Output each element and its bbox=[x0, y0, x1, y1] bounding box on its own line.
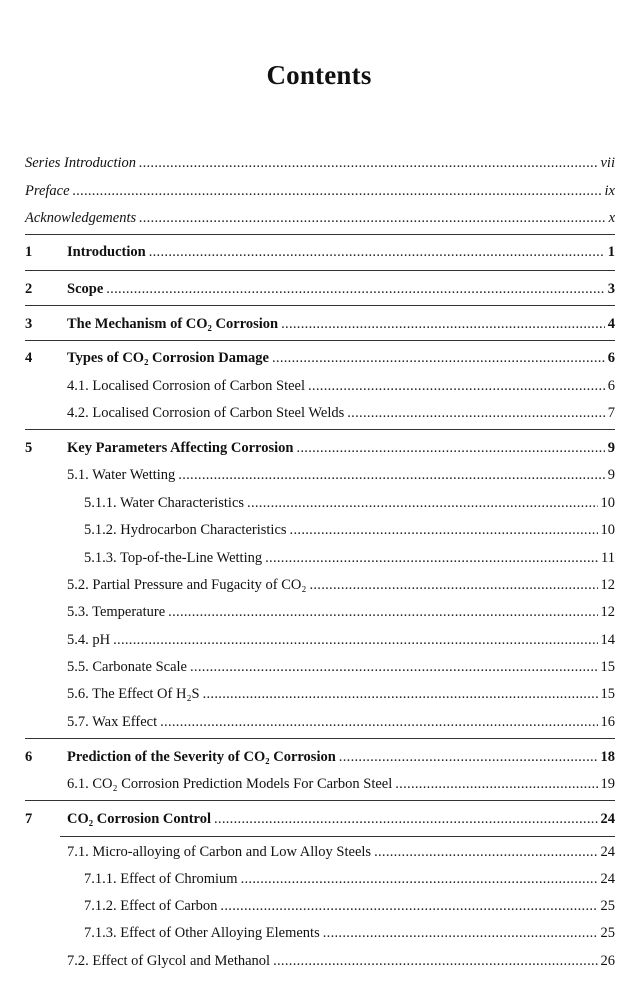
entry-page: 12 bbox=[600, 577, 615, 593]
toc-chapter bbox=[25, 278, 615, 300]
entry-page: 10 bbox=[600, 495, 615, 511]
entry-label: 5.7. Wax Effect bbox=[67, 714, 158, 730]
entry-page: 4 bbox=[607, 316, 615, 332]
entry-label: 5.2. Partial Pressure and Fugacity of CO₂ bbox=[67, 577, 307, 593]
entry-label: 5.1.3. Top-of-the-Line Wetting bbox=[84, 550, 263, 566]
entry-page: 7 bbox=[607, 405, 615, 421]
dot-leader bbox=[323, 922, 598, 944]
divider bbox=[25, 305, 615, 306]
entry-label: 5.6. The Effect Of H₂S bbox=[67, 686, 200, 702]
entry-label: 5.3. Temperature bbox=[67, 604, 166, 620]
entry-page: 9 bbox=[607, 467, 615, 483]
entry-page: ix bbox=[604, 183, 615, 199]
entry-label: 5.4. pH bbox=[67, 632, 111, 648]
dot-leader bbox=[149, 241, 605, 263]
divider bbox=[25, 340, 615, 341]
entry-label: Scope bbox=[67, 281, 104, 297]
chapter-number: 3 bbox=[25, 316, 33, 332]
toc-section bbox=[67, 656, 615, 678]
dot-leader bbox=[241, 868, 598, 890]
entry-page: 6 bbox=[607, 350, 615, 366]
entry-label: 7.1.1. Effect of Chromium bbox=[84, 871, 238, 887]
entry-page: 9 bbox=[607, 440, 615, 456]
toc-subsection bbox=[84, 895, 615, 917]
entry-label: Preface bbox=[25, 183, 70, 199]
entry-label: The Mechanism of CO₂ Corrosion bbox=[67, 316, 279, 332]
dot-leader bbox=[374, 841, 597, 863]
entry-label: 5.5. Carbonate Scale bbox=[67, 659, 187, 675]
entry-page: 3 bbox=[607, 281, 615, 297]
dot-leader bbox=[139, 207, 605, 229]
toc-section bbox=[67, 950, 615, 972]
entry-page: 6 bbox=[607, 378, 615, 394]
dot-leader bbox=[273, 950, 597, 972]
entry-page: 24 bbox=[600, 811, 615, 827]
chapter-number: 7 bbox=[25, 811, 33, 827]
entry-page: 25 bbox=[600, 898, 615, 914]
divider bbox=[25, 234, 615, 235]
dot-leader bbox=[214, 808, 598, 830]
dot-leader bbox=[309, 574, 597, 596]
entry-label: 7.1.2. Effect of Carbon bbox=[84, 898, 218, 914]
toc-entry-front bbox=[25, 152, 615, 174]
dot-leader bbox=[347, 402, 605, 424]
toc-entry-front bbox=[25, 207, 615, 229]
toc-subsection bbox=[84, 492, 615, 514]
page-title: Contents bbox=[266, 60, 372, 90]
chapter-number: 2 bbox=[25, 281, 33, 297]
dot-leader bbox=[290, 519, 598, 541]
entry-label: 5.1. Water Wetting bbox=[67, 467, 176, 483]
toc-subsection bbox=[84, 519, 615, 541]
toc-section bbox=[67, 711, 615, 733]
entry-page: x bbox=[608, 210, 615, 226]
entry-page: 26 bbox=[600, 953, 615, 969]
divider bbox=[60, 836, 615, 837]
entry-label: Acknowledgements bbox=[25, 210, 137, 226]
toc-section bbox=[67, 402, 615, 424]
divider bbox=[25, 429, 615, 430]
chapter-number: 5 bbox=[25, 440, 33, 456]
chapter-number: 4 bbox=[25, 350, 33, 366]
entry-label: Introduction bbox=[67, 244, 146, 260]
toc-section bbox=[67, 629, 615, 651]
entry-page: 24 bbox=[600, 871, 615, 887]
toc-entry-front bbox=[25, 180, 615, 202]
entry-label: Types of CO₂ Corrosion Damage bbox=[67, 350, 269, 366]
toc-chapter bbox=[25, 808, 615, 830]
entry-label: 5.1.2. Hydrocarbon Characteristics bbox=[84, 522, 287, 538]
divider bbox=[25, 738, 615, 739]
entry-page: 11 bbox=[601, 550, 615, 566]
entry-page: 15 bbox=[600, 686, 615, 702]
entry-label: Series Introduction bbox=[25, 155, 137, 171]
toc-section bbox=[67, 574, 615, 596]
dot-leader bbox=[281, 313, 605, 335]
toc-subsection bbox=[84, 922, 615, 944]
entry-page: 25 bbox=[600, 925, 615, 941]
entry-label: 4.1. Localised Corrosion of Carbon Steel bbox=[67, 378, 305, 394]
dot-leader bbox=[296, 437, 604, 459]
dot-leader bbox=[73, 180, 602, 202]
chapter-number: 1 bbox=[25, 244, 33, 260]
dot-leader bbox=[247, 492, 597, 514]
entry-label: 6.1. CO₂ Corrosion Prediction Models For Carbon Steel bbox=[67, 776, 393, 792]
entry-page: 19 bbox=[600, 776, 615, 792]
toc-section bbox=[67, 464, 615, 486]
entry-page: 10 bbox=[600, 522, 615, 538]
entry-page: 24 bbox=[600, 844, 615, 860]
entry-label: 7.1.3. Effect of Other Alloying Elements bbox=[84, 925, 320, 941]
toc-chapter bbox=[25, 437, 615, 459]
entry-label: 7.1. Micro-alloying of Carbon and Low Alloy Steels bbox=[67, 844, 372, 860]
entry-label: Prediction of the Severity of CO₂ Corrosion bbox=[67, 749, 336, 765]
chapter-number: 6 bbox=[25, 749, 33, 765]
entry-page: 15 bbox=[600, 659, 615, 675]
dot-leader bbox=[168, 601, 597, 623]
toc-section bbox=[67, 375, 615, 397]
toc-chapter bbox=[25, 746, 615, 768]
entry-label: 5.1.1. Water Characteristics bbox=[84, 495, 245, 511]
dot-leader bbox=[178, 464, 604, 486]
entry-page: 12 bbox=[600, 604, 615, 620]
entry-label: CO₂ Corrosion Control bbox=[67, 811, 211, 827]
toc-section bbox=[67, 773, 615, 795]
divider bbox=[25, 800, 615, 801]
toc-section bbox=[67, 683, 615, 705]
dot-leader bbox=[308, 375, 605, 397]
toc-chapter bbox=[25, 313, 615, 335]
dot-leader bbox=[272, 347, 605, 369]
dot-leader bbox=[339, 746, 598, 768]
dot-leader bbox=[106, 278, 605, 300]
toc-section bbox=[67, 601, 615, 623]
dot-leader bbox=[139, 152, 597, 174]
toc-chapter bbox=[25, 347, 615, 369]
toc-subsection bbox=[84, 868, 615, 890]
dot-leader bbox=[265, 547, 598, 569]
entry-label: 7.2. Effect of Glycol and Methanol bbox=[67, 953, 271, 969]
dot-leader bbox=[395, 773, 597, 795]
entry-page: 18 bbox=[600, 749, 615, 765]
entry-page: vii bbox=[600, 155, 615, 171]
toc-section bbox=[67, 841, 615, 863]
entry-label: 4.2. Localised Corrosion of Carbon Steel Welds bbox=[67, 405, 345, 421]
dot-leader bbox=[203, 683, 598, 705]
entry-page: 1 bbox=[607, 244, 615, 260]
entry-label: Key Parameters Affecting Corrosion bbox=[67, 440, 294, 456]
dot-leader bbox=[113, 629, 597, 651]
toc-subsection bbox=[84, 547, 615, 569]
dot-leader bbox=[190, 656, 598, 678]
entry-page: 16 bbox=[600, 714, 615, 730]
dot-leader bbox=[220, 895, 597, 917]
entry-page: 14 bbox=[600, 632, 615, 648]
divider bbox=[25, 270, 615, 271]
dot-leader bbox=[160, 711, 597, 733]
toc-chapter bbox=[25, 241, 615, 263]
